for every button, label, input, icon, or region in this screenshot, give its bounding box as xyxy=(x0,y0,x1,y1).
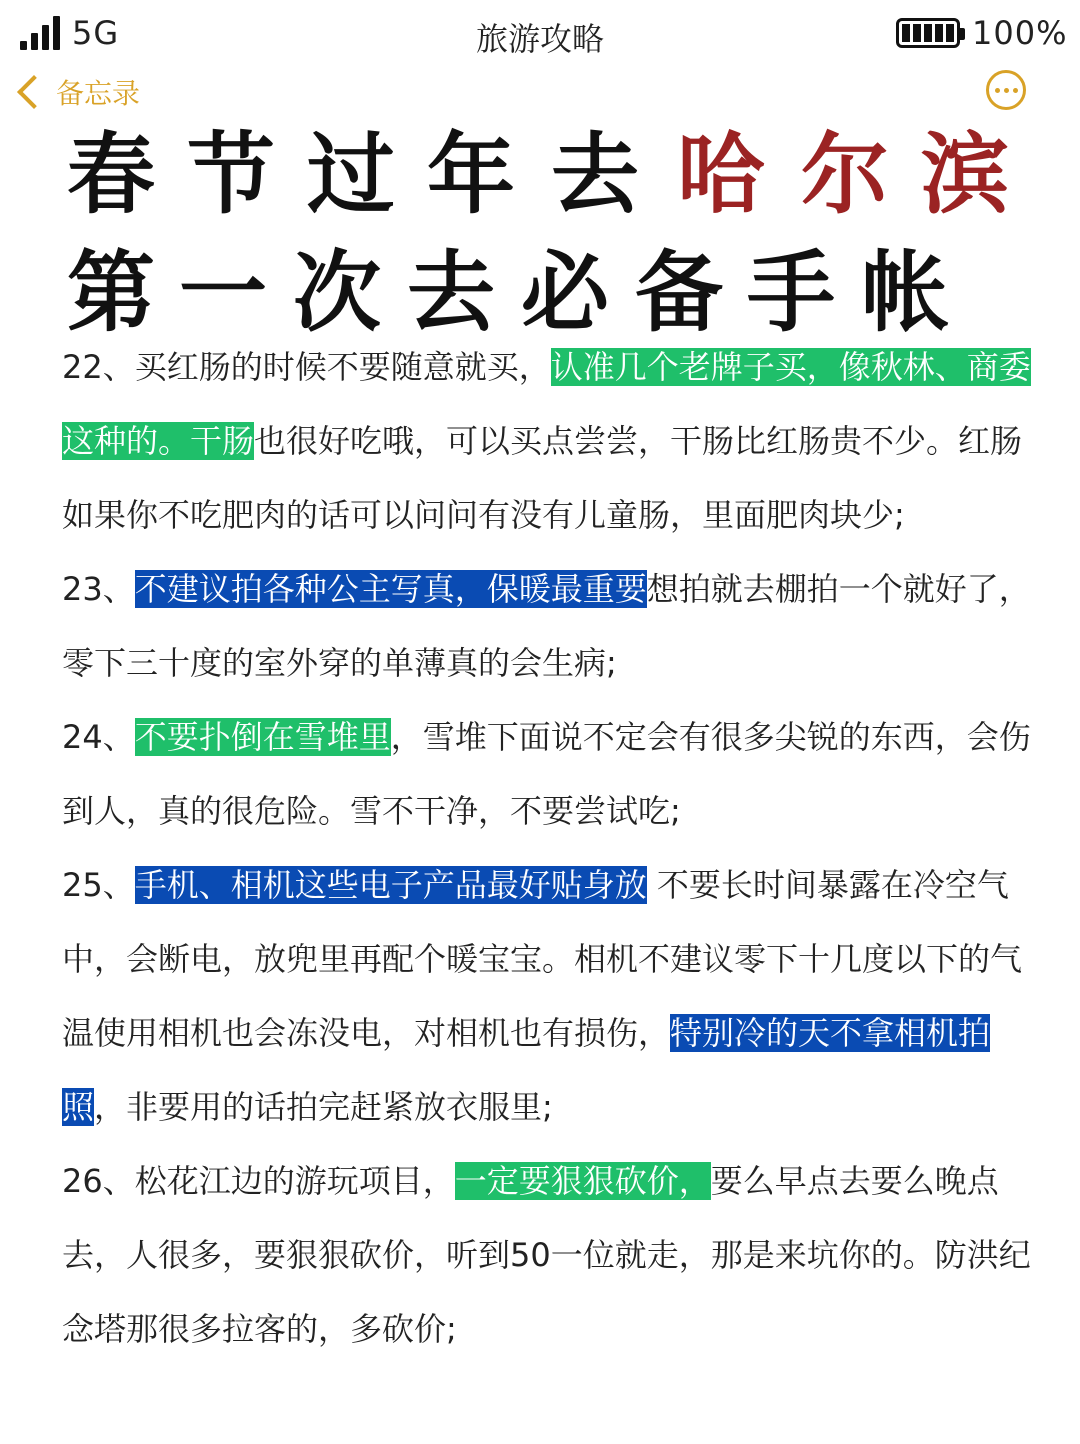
tip-text: 买红肠的时候不要随意就买， xyxy=(134,348,551,386)
tip-text: 想拍就去棚拍一个就好了，零下三十度的室外穿的单薄真的会生病; xyxy=(62,570,1031,682)
tip-text: ，非要用的话拍完赶紧放衣服里; xyxy=(94,1088,553,1126)
highlight-blue: 不建议拍各种公主写真，保暖最重要 xyxy=(134,570,647,608)
tip-text: ，雪堆下面说不定会有很多尖锐的东西，会伤到人，真的很危险。雪不干净，不要尝试吃; xyxy=(62,718,1031,830)
tip-number: 24、 xyxy=(62,718,135,756)
back-button[interactable] xyxy=(14,72,140,112)
tip-24 xyxy=(62,700,1052,848)
headline-char: 帐 xyxy=(860,241,949,344)
battery-icon xyxy=(896,18,960,48)
headline-char: 年 xyxy=(426,123,515,226)
headline-char: 次 xyxy=(292,241,381,344)
tip-text: 不要长时间暴露在冷空气中，会断电，放兜里再配个暖宝宝。相机不建议零下十几度以下的气温使用相机也会冻没电，对相机也有损伤， xyxy=(62,866,1023,1052)
tip-text: 要么早点去要么晚点去，人很多，要狠狠砍价，听到50一位就走，那是来坑你的。防洪纪念塔那很多拉客的，多砍价; xyxy=(62,1162,1031,1348)
highlight-green: 一定要狠狠砍价， xyxy=(454,1162,711,1200)
note-body[interactable] xyxy=(62,330,1052,1366)
chevron-left-icon xyxy=(17,75,51,109)
headline-char: 节 xyxy=(186,123,275,226)
tip-23 xyxy=(62,552,1052,700)
nav-bar xyxy=(0,72,1080,124)
headline-char: 手 xyxy=(746,241,835,344)
tip-number: 23、 xyxy=(62,570,135,608)
highlight-green: 认准几个老牌子买，像秋林、 xyxy=(550,348,967,386)
headline-char: 去 xyxy=(550,123,639,226)
highlight-blue: 特别冷的天不拿相机拍照 xyxy=(62,1014,991,1126)
tip-text: 也很好吃哦，可以买点尝尝，干肠比红肠贵不少。红肠如果你不吃肥肉的话可以问问有没有儿童肠，里面肥肉块少; xyxy=(62,422,1023,534)
network-type: 5G xyxy=(72,14,120,52)
headline-char: 必 xyxy=(520,241,609,344)
back-label: 备忘录 xyxy=(56,77,141,110)
tip-number: 22、 xyxy=(62,348,135,386)
headline-char: 一 xyxy=(178,241,267,344)
more-dots-icon xyxy=(995,88,1000,93)
tip-22 xyxy=(62,330,1052,552)
headline-char: 备 xyxy=(634,241,723,344)
tip-number: 25、 xyxy=(62,866,135,904)
tip-26 xyxy=(62,1144,1052,1366)
headline-char-red: 尔 xyxy=(800,123,889,226)
highlight-green: 不要扑倒在雪堆里 xyxy=(134,718,391,756)
headline-char: 去 xyxy=(406,241,495,344)
headline-char-red: 滨 xyxy=(920,123,1009,226)
headline-char: 春 xyxy=(66,123,155,226)
highlight-blue: 手机、相机这些电子产品最好贴身放 xyxy=(134,866,647,904)
battery-percent: 100% xyxy=(972,14,1068,52)
tip-text: 松花江边的游玩项目， xyxy=(134,1162,455,1200)
highlight-green: 商委这种的。干肠 xyxy=(62,348,1031,460)
more-options-button[interactable] xyxy=(986,70,1026,110)
status-bar xyxy=(0,0,1080,72)
status-title: 旅游攻略 xyxy=(475,20,604,58)
tip-number: 26、 xyxy=(62,1162,135,1200)
headline-line-1 xyxy=(0,120,1080,230)
headline-char: 过 xyxy=(306,123,395,226)
tip-25 xyxy=(62,848,1052,1144)
headline-char: 第 xyxy=(66,241,155,344)
headline-char-red: 哈 xyxy=(676,123,765,226)
